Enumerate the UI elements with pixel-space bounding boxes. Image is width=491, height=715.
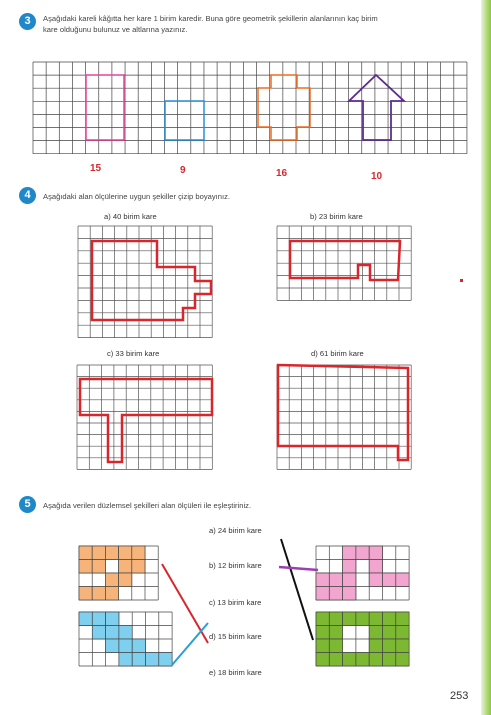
blue-square-shape [165,101,204,140]
q5-option-e: e) 18 birim kare [209,668,262,677]
q4d-label: d) 61 birim kare [311,349,364,358]
question-5-badge: 5 [19,496,36,513]
q4c-red-outline [80,379,212,462]
question-3-line1: Aşağıdaki kareli kâğıtta her kare 1 birim karedir. Buna göre geometrik şekillerin alanlarının kaç birim [43,14,378,23]
q5-option-c: c) 13 birim kare [209,598,262,607]
answer-blue: 9 [180,165,186,176]
question-3-badge: 3 [19,13,36,30]
question-4-badge: 4 [19,187,36,204]
pink-rectangle-shape [86,75,124,140]
q4b-label: b) 23 birim kare [310,212,363,221]
red-dot-mark [460,279,463,282]
purple-arrow-shape [349,75,404,140]
answer-pink: 15 [90,163,102,174]
q4c-label: c) 33 birim kare [107,349,160,358]
answer-orange: 16 [276,168,288,179]
question-4-text: Aşağıdaki alan ölçülerine uygun şekiller çizip boyayınız. [43,192,230,201]
q4d-red-outline [278,365,408,460]
match-line-black [281,539,313,640]
orange-cross-shape [258,75,310,140]
answer-purple: 10 [371,171,383,182]
page-number: 253 [450,690,469,702]
q4c-grid [77,365,212,469]
q5-option-d: d) 15 birim kare [209,632,262,641]
question-3-line2: kare olduğunu bulunuz ve altlarına yazınız. [43,25,188,34]
q4b-red-outline [290,241,400,280]
question-5-text: Aşağıda verilen düzlemsel şekilleri alan ölçüleri ile eşleştiriniz. [43,501,252,510]
q5-option-a: a) 24 birim kare [209,526,262,535]
q5-option-b: b) 12 birim kare [209,561,262,570]
match-line-purple [279,567,318,570]
q4b-grid [277,226,411,300]
q4a-label: a) 40 birim kare [104,212,157,221]
q4d-grid [277,365,411,469]
match-line-blue [172,623,208,665]
